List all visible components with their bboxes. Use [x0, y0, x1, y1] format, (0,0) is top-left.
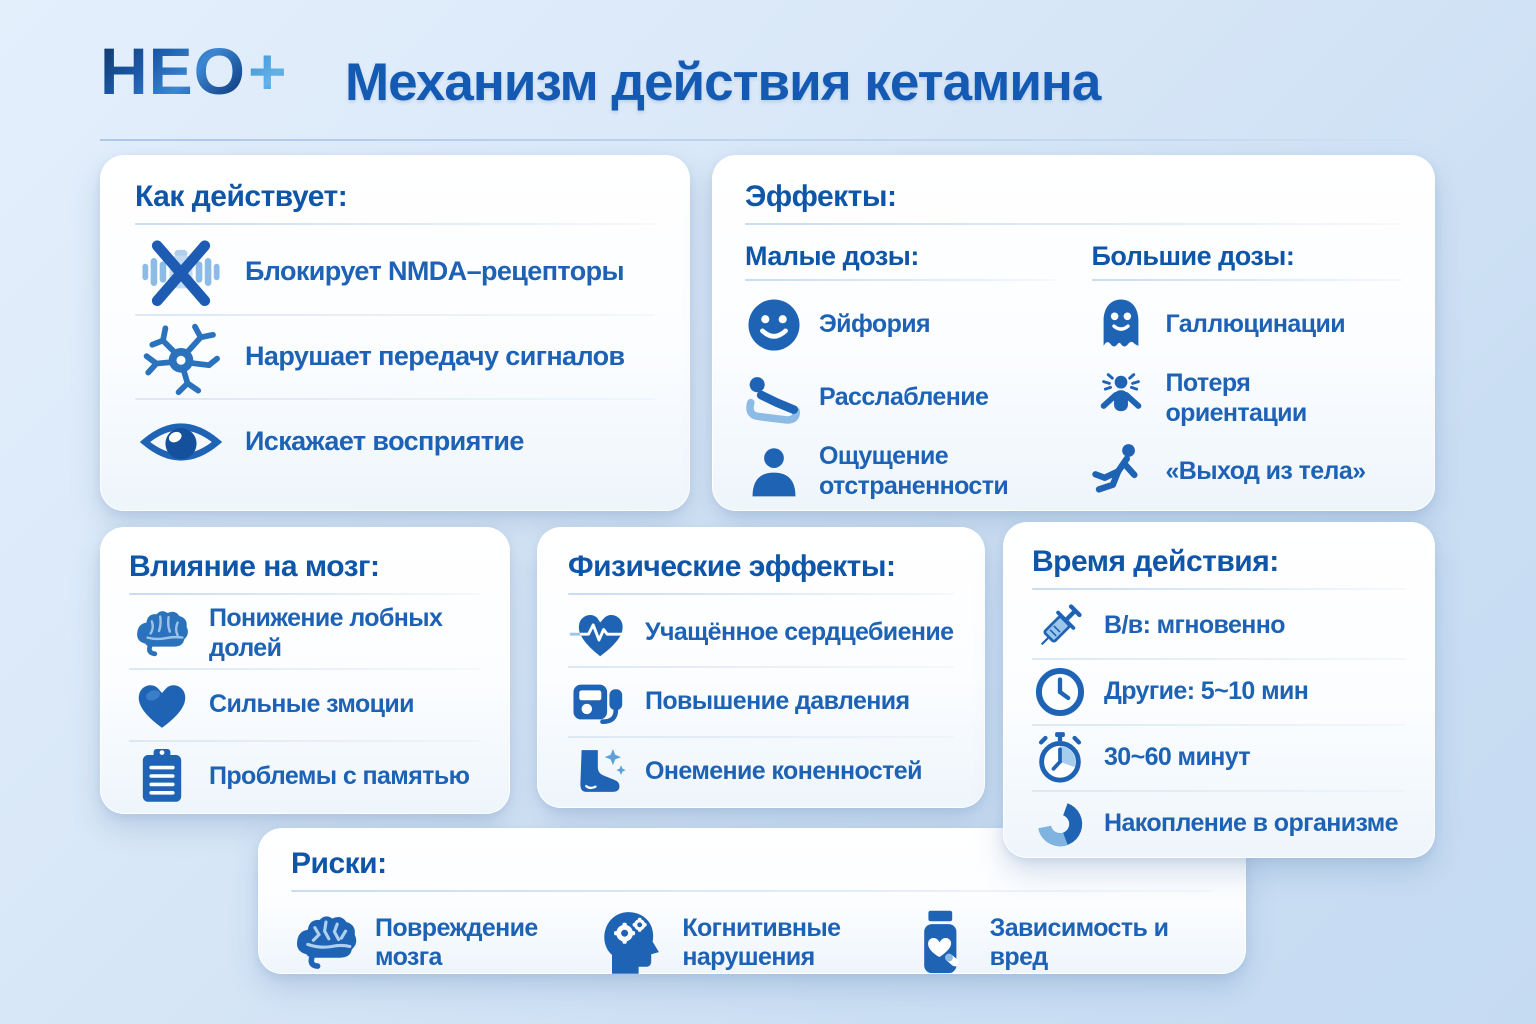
divider [568, 593, 954, 595]
pill-bottle-icon [906, 908, 976, 978]
item-label: Сильные змоции [209, 690, 414, 719]
person-icon [745, 443, 803, 501]
ghost-icon [1092, 296, 1150, 354]
list-item [1092, 443, 1403, 501]
card-effects-title: Эффекты: [745, 180, 897, 213]
list-item [1032, 594, 1406, 658]
item-label: Эйфория [819, 310, 930, 339]
divider [135, 223, 655, 225]
item-label: Галлюцинации [1165, 310, 1346, 339]
brand-logo [100, 34, 288, 108]
list-item [568, 738, 954, 805]
eye-icon [135, 401, 227, 483]
card-physical-effects [537, 527, 985, 808]
smiley-icon [745, 296, 803, 354]
heartbeat-icon [568, 604, 630, 662]
list-item [135, 400, 655, 483]
divider [745, 279, 1056, 281]
card-brain-impact [100, 527, 510, 814]
stopwatch-icon [1032, 731, 1088, 785]
item-label: Понижение лобных долей [209, 604, 443, 662]
card-effects [712, 155, 1435, 511]
item-label: Расслабление [819, 383, 989, 412]
item-label: Учащённое сердцебиение [645, 617, 954, 646]
clipboard-icon [129, 746, 195, 806]
list-item [129, 670, 481, 739]
list-item [598, 908, 905, 978]
numb-foot-icon [568, 742, 630, 800]
item-label: Повышение давления [645, 687, 910, 716]
blocked-receptor-icon [135, 231, 227, 313]
list-item [135, 231, 655, 314]
large-doses-title: Большие дозы: [1091, 241, 1295, 271]
reclining-person-icon [745, 369, 803, 427]
list-item [568, 668, 954, 735]
list-item [745, 369, 1056, 427]
cognitive-head-icon [598, 908, 668, 978]
donut-chart-icon [1032, 797, 1088, 851]
item-label: Когнитивные нарушения [682, 913, 841, 971]
item-label: «Выход из тела» [1165, 457, 1366, 486]
list-item [1092, 369, 1403, 428]
blood-pressure-icon [568, 673, 630, 731]
item-label: Проблемы с памятью [209, 761, 470, 790]
damaged-brain-icon [291, 908, 361, 978]
large-doses-column [1092, 241, 1403, 501]
divider [100, 139, 1436, 141]
list-item [135, 316, 655, 399]
list-item [568, 599, 954, 666]
heart-icon [129, 675, 195, 735]
divider [745, 223, 1402, 225]
list-item [1032, 792, 1406, 856]
disoriented-person-icon [1092, 370, 1150, 428]
item-label: Повреждение мозга [375, 913, 538, 971]
out-of-body-icon [1092, 443, 1150, 501]
card-brain-title: Влияние на мозг: [129, 550, 380, 583]
list-item [745, 296, 1056, 354]
plus-icon: + [248, 34, 288, 108]
item-label: Блокирует NMDA–рецепторы [245, 256, 624, 287]
divider [1092, 279, 1403, 281]
brain-icon [129, 604, 195, 664]
divider [129, 593, 481, 595]
list-item [1032, 726, 1406, 790]
list-item [129, 742, 481, 811]
divider [291, 890, 1213, 892]
item-label: Потеря ориентации [1165, 369, 1307, 427]
list-item [291, 908, 598, 978]
list-item [745, 442, 1056, 501]
neuron-icon [135, 316, 227, 398]
card-physical-title: Физические эффекты: [568, 550, 896, 583]
page-title: Механизм действия кетамина [345, 53, 1101, 112]
item-label: Накопление в организме [1104, 809, 1398, 838]
card-duration [1003, 522, 1435, 858]
item-label: 30~60 минут [1104, 743, 1250, 772]
list-item [906, 908, 1213, 978]
list-item [1032, 660, 1406, 724]
brand-logo-text: НЕО [100, 34, 247, 108]
list-item [1092, 296, 1403, 354]
item-label: Другие: 5~10 мин [1104, 677, 1309, 706]
item-label: Ощущение отстраненности [819, 442, 1009, 500]
syringe-icon [1032, 599, 1088, 653]
item-label: Искажает восприятие [245, 425, 524, 456]
card-duration-title: Время действия: [1032, 545, 1279, 578]
list-item [129, 599, 481, 668]
small-doses-title: Малые дозы: [745, 241, 919, 271]
divider [1032, 588, 1406, 590]
item-label: Зависимость и вред [989, 913, 1169, 971]
item-label: Нарушает передачу сигналов [245, 341, 625, 372]
card-how-it-works [100, 155, 690, 511]
item-label: В/в: мгновенно [1104, 611, 1285, 640]
small-doses-column [745, 241, 1056, 501]
clock-icon [1032, 665, 1088, 719]
card-how-title: Как действует: [135, 180, 348, 213]
item-label: Онемение коненностей [645, 756, 922, 785]
card-risks-title: Риски: [291, 847, 387, 880]
